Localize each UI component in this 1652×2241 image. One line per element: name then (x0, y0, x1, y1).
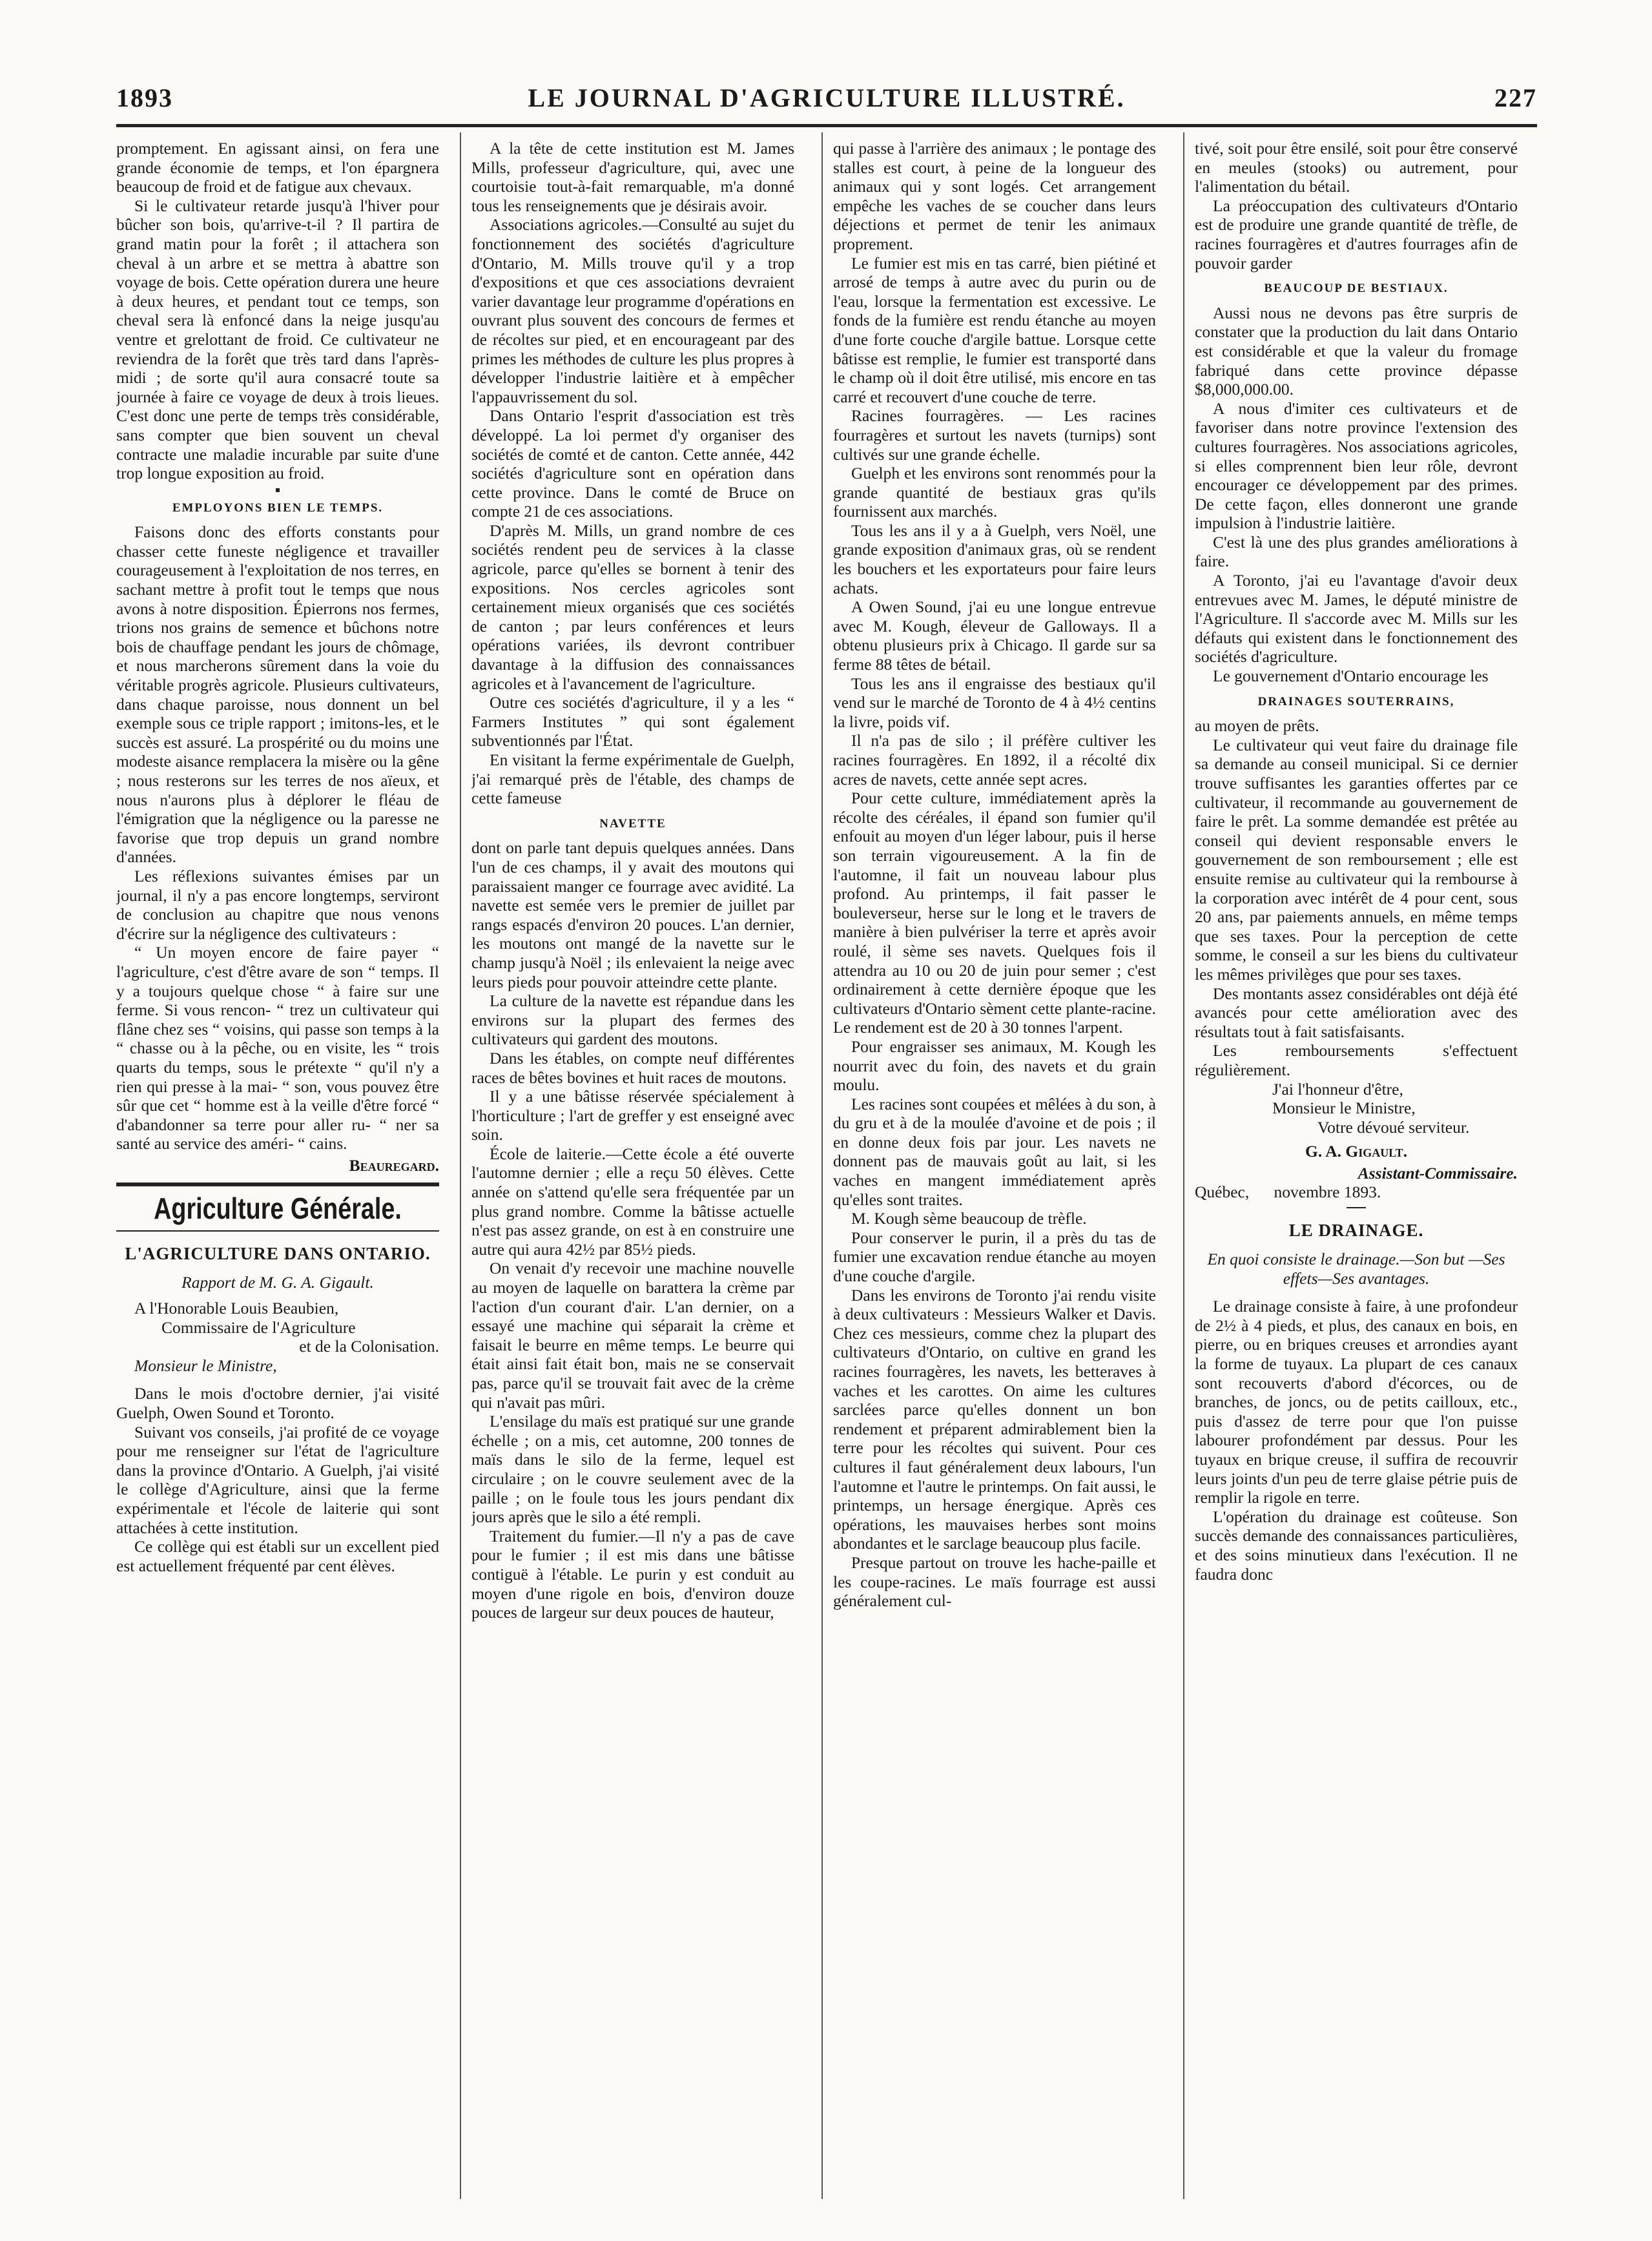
paragraph: En visitant la ferme expérimentale de Guelph, j'ai remarqué près de l'étable, des champs de cette fameuse (471, 750, 794, 808)
paragraph: A Owen Sound, j'ai eu une longue entrevue avec M. Kough, éleveur de Galloways. Il a obtenu plusieurs prix à Chicago. Il garde sur sa ferme 88 têtes de bétail. (833, 597, 1156, 674)
article-title: L'AGRICULTURE DANS ONTARIO. (125, 1244, 431, 1264)
section-title: Agriculture Générale. (154, 1192, 402, 1226)
signer-title: Assistant-Commissaire. (1358, 1163, 1518, 1182)
paragraph: Le fumier est mis en tas carré, bien piétiné et arrosé de temps à autre avec du purin ou de l'eau, lorsque la fermentation est excessive. Le fonds de la fumière est rendu étanche au moyen d'une forte couche d'argile battue. Lorsque cette bâtisse est remplie, le fumier est transporté dans le champ où il doit être utilisé, mis encore en tas carré et recouvert d'une couche de terre. (833, 253, 1156, 406)
paragraph: C'est là une des plus grandes améliorations à faire. (1195, 532, 1518, 571)
paragraph: L'ensilage du maïs est pratiqué sur une grande échelle ; on a mis, cet automne, 200 tonnes de maïs dans le silo de la ferme, lequel est circulaire ; on le couvre seulement avec de la paille ; on le foule tous les jours pendant dix jours après que le silo a été rempli. (471, 1412, 794, 1527)
paragraph: La préoccupation des cultivateurs d'Ontario est de produire une grande quantité de trèfle, de racines fourragères et d'autres fourrages afin de pouvoir garder (1195, 196, 1518, 273)
paragraph: Tous les ans il y a à Guelph, vers Noël, une grande exposition d'animaux gras, où se rendent les bouchers et les exportateurs pour faire leurs achats. (833, 521, 1156, 597)
paragraph: Ce collège qui est établi sur un excellent pied est actuellement fréquenté par cent élèves. (116, 1537, 439, 1575)
paragraph: Pour cette culture, immédiatement après la récolte des céréales, il épand son fumier qu'il enfouit au moyen d'un léger labour, puis il herse son terrain vigoureusement. A la fin de l'automne, il fait un nouveau labour plus profond. Au printemps, il fait passer le bouleverseur, herse sur le long et le travers de manière à bien pulvériser la terre et après avoir roulé, il sème ses navets. Quelques fois il attendra au 10 ou 20 de juin pour semer ; c'est ordinairement à cette dernière époque que les cultivateurs d'Ontario sèment cette plante-racine. Le rendement est de 20 à 30 tonnes l'arpent. (833, 789, 1156, 1037)
paragraph: Dans les étables, on compte neuf différentes races de bêtes bovines et huit races de moutons. (471, 1048, 794, 1087)
paragraph: Guelph et les environs sont renommés pour la grande quantité de bestiaux gras qu'ils fournissent aux marchés. (833, 464, 1156, 521)
paragraph: dont on parle tant depuis quelques années. Dans l'un de ces champs, il y avait des moutons qui paraissaient manger ce fourrage avec avidité. La navette est semée vers le premier de juillet par rangs espacés d'environ 20 pouces. L'an dernier, les moutons ont mangé de la navette sur le champ jusqu'à Noël ; ils enlevaient la neige avec leurs pieds pour pouvoir atteindre cette plante. (471, 838, 794, 991)
subheading: NAVETTE (599, 816, 666, 831)
paragraph: L'opération du drainage est coûteuse. Son succès demande des connaissances particulières, et des soins minutieux dans l'exécution. Il ne faudra donc (1195, 1507, 1518, 1584)
column-4 (1195, 139, 1518, 2193)
paragraph: A Toronto, j'ai eu l'avantage d'avoir deux entrevues avec M. James, le député ministre de l'Agriculture. Il s'accorde avec M. Mills sur les défauts qui existent dans le fonctionnement des sociétés d'agriculture. (1195, 571, 1518, 666)
paragraph: Il n'a pas de silo ; il préfère cultiver les racines fourragères. En 1892, il a récolté dix acres de navets, cette année sept acres. (833, 731, 1156, 789)
article-subtitle: En quoi consiste le drainage.—Son but —Ses effets—Ses avantages. (1207, 1250, 1505, 1288)
paragraph: École de laiterie.—Cette école a été ouverte l'automne dernier ; elle a reçu 50 élèves. Cette année on s'attend qu'elle sera fréquentée par un plus grand nombre. Comme la bâtisse actuelle n'est pas assez grande, on est à en construire une autre qui aura 42½ par 85½ pieds. (471, 1144, 794, 1259)
paragraph: Racines fourragères. — Les racines fourragères et surtout les navets (turnips) sont cultivés sur une grande échelle. (833, 406, 1156, 464)
paragraph: Des montants assez considérables ont déjà été avancés pour cette amélioration avec des résultats tout à fait satisfaisants. (1195, 984, 1518, 1041)
paragraph: Suivant vos conseils, j'ai profité de ce voyage pour me renseigner sur l'état de l'agriculture dans la province d'Ontario. A Guelph, j'ai visité le collège d'Agriculture, ainsi que la ferme expérimentale et l'école de laiterie qui sont attachées à cette institution. (116, 1422, 439, 1537)
section-rule (116, 1182, 439, 1186)
signer-name: G. A. Gigault. (1305, 1142, 1407, 1161)
journal-title: LE JOURNAL D'AGRICULTURE ILLUSTRÉ. (528, 83, 1126, 112)
paragraph: Pour engraisser ses animaux, M. Kough les nourrit avec du foin, des navets et du grain moulu. (833, 1037, 1156, 1095)
address-line: Commissaire de l'Agriculture (161, 1317, 356, 1337)
page-number: 227 (1494, 83, 1537, 112)
paragraph: promptement. En agissant ainsi, on fera une grande économie de temps, et l'on épargnera beaucoup de froid et de fatigue aux chevaux. (116, 139, 439, 196)
paragraph: A la tête de cette institution est M. James Mills, professeur d'agriculture, qui, avec une courtoisie tout-à-fait remarquable, m'a donné tous les renseignements que je désirais avoir. (471, 139, 794, 215)
paragraph: D'après M. Mills, un grand nombre de ces sociétés rendent peu de services à la classe agricole, parce qu'elles se bornent à tenir des expositions. Nos cercles agricoles sont certainement mieux organisés que ces sociétés de canton ; par leurs conférences et leurs opérations variées, ils devront contribuer davantage à la diffusion des connaissances agricoles et à l'avancement de l'agriculture. (471, 521, 794, 693)
paragraph: Pour conserver le purin, il a près du tas de fumier une excavation rendue étanche au moyen d'une couche d'argile. (833, 1228, 1156, 1286)
column-1 (116, 139, 439, 2193)
masthead (116, 83, 1537, 121)
header-year: 1893 (116, 83, 173, 112)
paragraph: au moyen de prêts. (1195, 716, 1319, 736)
header-rule (116, 124, 1537, 127)
section-rule (116, 1230, 439, 1232)
column-3 (833, 139, 1156, 2193)
paragraph: Presque partout on trouve les hache-paille et les coupe-racines. Le maïs fourrage est aussi généralement cul- (833, 1553, 1156, 1611)
paragraph: Le drainage consiste à faire, à une profondeur de 2½ à 4 pieds, et plus, des canaux en bois, en pierre, ou en briques creuses et arrondies ayant la forme de tuyaux. La plupart de ces canaux sont recouverts d'abord d'écorces, ou de branches, de joncs, ou de petits cailloux, etc., puis d'assez de terre pour que l'on puisse labourer profondément par dessus. Pour les tuyaux en brique creuse, il suffira de recouvrir leurs joints d'un peu de terre glaise pétrie puis de remplir la rigole en terre. (1195, 1297, 1518, 1507)
paragraph: Il y a une bâtisse réservée spécialement à l'horticulture ; l'art de greffer y est enseigné avec soin. (471, 1087, 794, 1144)
paragraph: La culture de la navette est répandue dans les environs sur la plupart des fermes des cultivateurs qui gardent des moutons. (471, 991, 794, 1049)
report-byline: Rapport de M. G. A. Gigault. (181, 1273, 374, 1292)
subheading: BEAUCOUP DE BESTIAUX. (1264, 282, 1449, 296)
paragraph: Les racines sont coupées et mêlées à du son, à du gru et à de la moulée d'avoine et de pois ; il en donne deux fois par jour. Les navets ne donnent pas de mauvais goût au lait, si les vaches en mangent immédiatement après qu'elles sont traites. (833, 1094, 1156, 1209)
column-divider (1183, 132, 1184, 2199)
paragraph: On venait d'y recevoir une machine nouvelle au moyen de laquelle on barattera la crème par l'action d'un courant d'air. L'an dernier, on a essayé une machine qui séparait la crème et faisait le beurre en même temps. Le beurre qui était ainsi fait était bon, mais ne se conservait pas, parce qu'il se trouvait fait avec de la crème qui n'avait pas mûri. (471, 1259, 794, 1412)
paragraph: Les réflexions suivantes émises par un journal, il n'y a pas encore longtemps, serviront de conclusion au chapitre que nous venons d'écrire sur la négligence des cultivateurs : (116, 866, 439, 943)
paragraph: A nous d'imiter ces cultivateurs et de favoriser dans notre province l'extension des cultures fourragères. Nos associations agricoles, si elles comprennent bien leur rôle, devront encourager ce développement par des primes. De cette façon, elles donneront une grande impulsion à l'industrie laitière. (1195, 398, 1518, 533)
paragraph: Traitement du fumier.—Il n'y a pas de cave pour le fumier ; il est mis dans une bâtisse contiguë à l'étable. Le purin y est conduit au moyen d'une rigole en bois, d'environ douze pouces de largeur sur deux pouces de hauteur, (471, 1526, 794, 1622)
paragraph: qui passe à l'arrière des animaux ; le pontage des stalles est court, à peine de la longueur des animaux qui y sont logés. Cet arrangement empêche les vaches de se coucher dans leurs déjections et permet de tenir les animaux proprement. (833, 139, 1156, 253)
separator (276, 488, 280, 492)
paragraph: M. Kough sème beaucoup de trèfle. (851, 1209, 1087, 1228)
column-2 (471, 139, 794, 2193)
separator (1347, 1207, 1366, 1208)
column-divider (460, 132, 461, 2199)
address-line: A l'Honorable Louis Beaubien, (134, 1299, 339, 1318)
column-divider (821, 132, 823, 2199)
subheading: EMPLOYONS BIEN LE TEMPS. (172, 501, 384, 515)
closing-line: Votre dévoué serviteur. (1317, 1117, 1470, 1137)
paragraph: Dans Ontario l'esprit d'association est très développé. La loi permet d'y organiser des sociétés de comté et de canton. Cette année, 442 sociétés d'agriculture sont en opération dans cette province. Dans le comté de Bruce on compte 21 de ces associations. (471, 406, 794, 521)
place-date: Québec, novembre 1893. (1195, 1182, 1381, 1202)
paragraph: Tous les ans il engraisse des bestiaux qu'il vend sur le marché de Toronto de 4 à 4½ centins la livre, poids vif. (833, 674, 1156, 731)
salutation: Monsieur le Ministre, (134, 1356, 277, 1375)
closing-line: J'ai l'honneur d'être, (1272, 1079, 1403, 1099)
paragraph: Aussi nous ne devons pas être surpris de constater que la production du lait dans Ontario est considérable et que la valeur du fromage fabriqué dans cette province dépasse $8,000,000.00. (1195, 303, 1518, 399)
paragraph: Outre ces sociétés d'agriculture, il y a les “ Farmers Institutes ” qui sont également subventionnés par l'État. (471, 693, 794, 750)
paragraph: Dans le mois d'octobre dernier, j'ai visité Guelph, Owen Sound et Toronto. (116, 1384, 439, 1423)
article-title: LE DRAINAGE. (1288, 1221, 1424, 1241)
subheading: DRAINAGES SOUTERRAINS, (1257, 694, 1455, 708)
paragraph: Dans les environs de Toronto j'ai rendu visite à deux cultivateurs : Messieurs Walker et Davis. Chez ces messieurs, comme chez la plupart des cultivateurs d'Ontario, on cultive en grand les racines fourragères, les navets, les betteraves à vaches et les carottes. On aime les cultures sarclées parce qu'elles donnent un bon rendement et préparent admirablement bien la terre pour les récoltes qui suivent. Pour ces cultures il faut généralement deux labours, l'un l'automne et l'autre le printemps. On fait aussi, le printemps, un hersage énergique. Après ces opérations, les mauvaises herbes sont moins abondantes et le sarclage beaucoup plus facile. (833, 1285, 1156, 1553)
paragraph: Le gouvernement d'Ontario encourage les (1213, 666, 1489, 686)
paragraph: Le cultivateur qui veut faire du drainage file sa demande au conseil municipal. Si ce dernier trouve suffisantes les garanties offertes par ce cultivateur, il recommande au gouvernement de faire le prêt. La somme demandée est prêtée au conseil qui devient responsable envers le gouvernement de son remboursement ; elle est ensuite remise au cultivateur qui la rembourse à la corporation avec intérêt de 4 pour cent, sous 20 ans, par paiements annuels, en même temps que ses taxes. Pour la perception de cette somme, le conseil a sur les biens du cultivateur les mêmes privilèges que pour ses taxes. (1195, 735, 1518, 984)
signature: Beauregard. (349, 1155, 439, 1175)
quotation: “ Un moyen encore de faire payer “ l'agriculture, c'est d'être avare de son “ temps. Il y a toujours quelque chose “ à faire sur une ferme. Si vous rencon- “ trez un cultivateur qui flâne chez ses “ voisins, qui passe son temps à la “ chasse ou à la pêche, ou en visite, les “ trois quarts du temps, sous le prétexte “ qu'il n'y a rien qui presse à la mai- “ son, vous pouvez être sûr que cet “ homme est à la veille d'être forcé “ d'abandonner sa terre pour aller ru- “ ner sa santé au service des améri- “ cains. (116, 943, 439, 1153)
paragraph: Associations agricoles.—Consulté au sujet du fonctionnement des sociétés d'agriculture d'Ontario, M. Mills trouve qu'il y a trop d'expositions et que ces associations devraient varier davantage leur programme d'opérations en ouvrant plus souvent des concours de fermes et de récoltes sur pied, et en encourageant par des primes les méthodes de culture les plus propres à développer l'industrie laitière et à empêcher l'appauvrissement du sol. (471, 215, 794, 406)
paragraph: Si le cultivateur retarde jusqu'à l'hiver pour bûcher son bois, qu'arrive-t-il ? Il partira de grand matin pour la forêt ; il attachera son cheval à un arbre et se mettra à abattre son voyage de bois. Cette opération durera une heure à deux heures, et pendant tout ce temps, son cheval sera là enfoncé dans la neige jusqu'au ventre et grelottant de froid. Ce cultivateur ne reviendra de la forêt que très tard dans l'après-midi ; de sorte qu'il aura consacré toute sa journée à faire ce voyage de deux à trois lieues. C'est donc une perte de temps très considérable, sans compter que bien souvent un cheval contracte une maladie incurable par suite d'une trop longue exposition au froid. (116, 196, 439, 483)
paragraph: tivé, soit pour être ensilé, soit pour être conservé en meules (stooks) ou autrement, pour l'alimentation du bétail. (1195, 139, 1518, 196)
paragraph: Les remboursements s'effectuent régulièrement. (1195, 1041, 1518, 1079)
paragraph: Faisons donc des efforts constants pour chasser cette funeste négligence et travailler courageusement à l'exploitation de nos terres, en sachant mettre à profit tout le temps que nous avons à notre disposition. Épierrons nos fermes, trions nos grains de semence et bûchons notre bois de chauffage pendant les jours de chômage, et nous marcherons sûrement dans la voie du véritable progrès agricole. Plusieurs cultivateurs, dans chaque paroisse, nous donnent un bel exemple sous ce triple rapport ; imitons-les, et le succès est assuré. La prospérité ou du moins une modeste aisance remplacera la misère ou la gêne ; nous resterons sur les terres de nos aïeux, et nous n'aurons plus à déplorer le fléau de l'émigration que la négligence ou la paresse ne favorise que trop depuis un grand nombre d'années. (116, 522, 439, 867)
address-line: et de la Colonisation. (299, 1337, 439, 1356)
closing-line: Monsieur le Ministre, (1272, 1099, 1416, 1118)
